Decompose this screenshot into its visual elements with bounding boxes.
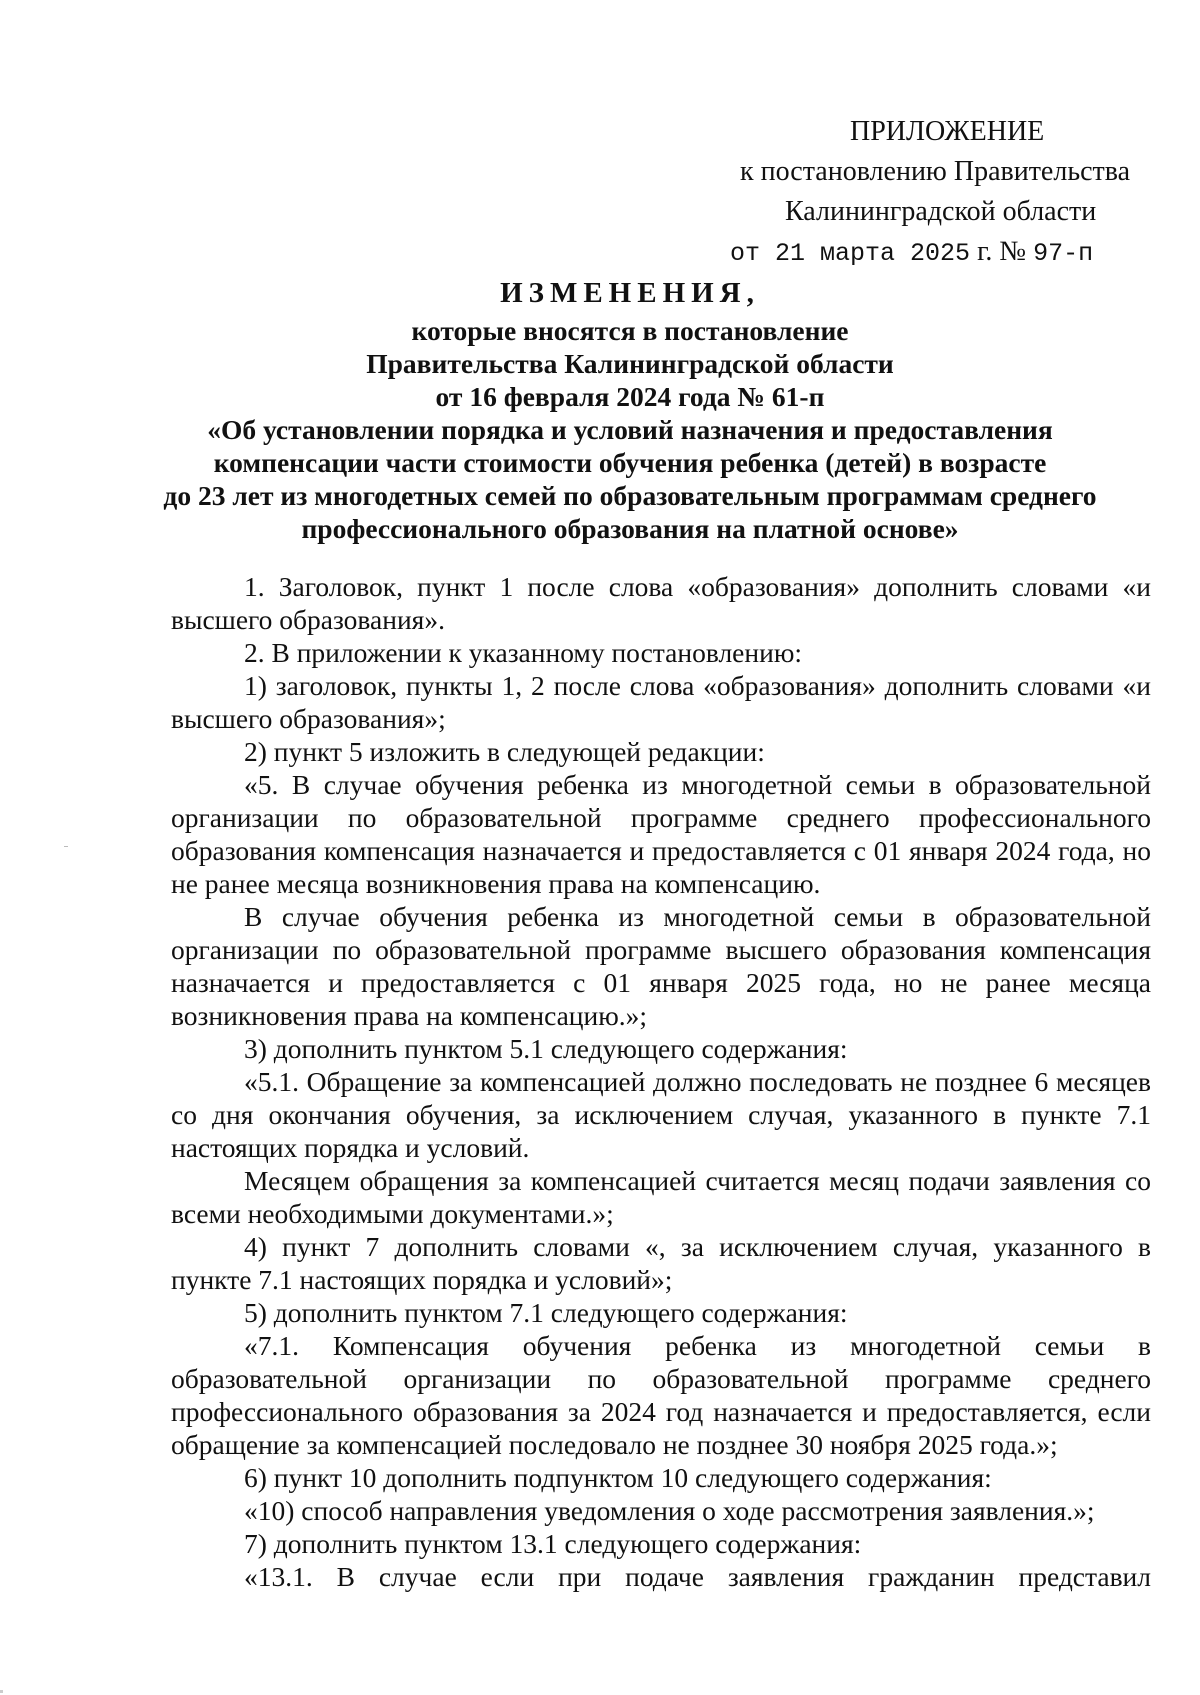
body-paragraph: 1) заголовок, пункты 1, 2 после слова «образования» дополнить словами «и высшего образования»;: [171, 670, 1151, 734]
body-paragraph: 2. В приложении к указанному постановлению:: [244, 637, 803, 668]
appendix-from: от: [730, 239, 776, 268]
appendix-line-3: [720, 232, 1160, 274]
body-paragraph: «5. В случае обучения ребенка из многодетной семьи в образовательной организации по образовательной программе среднего профессионального образования компенсация назначается и предоставляется с 01 января 2024 года, но не ранее месяца возникновения права на компенсацию.: [171, 769, 1151, 899]
appendix-block: [720, 112, 1160, 274]
appendix-number: 97-п: [1033, 239, 1094, 268]
body-paragraph: 3) дополнить пунктом 5.1 следующего содержания:: [244, 1033, 848, 1064]
heading-line: профессионального образования на платной основе»: [301, 513, 959, 544]
body-paragraph: 6) пункт 10 дополнить подпунктом 10 следующего содержания:: [244, 1462, 992, 1493]
body-paragraph: 7) дополнить пунктом 13.1 следующего содержания:: [244, 1528, 862, 1559]
body-paragraph: «10) способ направления уведомления о ходе рассмотрения заявления.»;: [244, 1495, 1095, 1526]
scan-artifact: [64, 846, 68, 847]
body-paragraph: «13.1. В случае если при подаче заявления гражданин представил: [244, 1561, 1151, 1592]
body-paragraph: В случае обучения ребенка из многодетной семьи в образовательной организации по образовательной программе высшего образования компенсация назначается и предоставляется с 01 января 2025 года, но не ранее месяца возникновения права на компенсацию.»;: [171, 901, 1151, 1031]
body-paragraph: «5.1. Обращение за компенсацией должно последовать не позднее 6 месяцев со дня окончания обучения, за исключением случая, указанного в пункте 7.1 настоящих порядка и условий.: [171, 1066, 1151, 1163]
body-paragraph: «7.1. Компенсация обучения ребенка из многодетной семьи в образовательной организации по образовательной программе среднего профессионального образования за 2024 год назначается и предоставляется, если обращение за компенсацией последовало не позднее 30 ноября 2025 года.»;: [171, 1330, 1151, 1460]
body-paragraph: 4) пункт 7 дополнить словами «, за исключением случая, указанного в пункте 7.1 настоящих порядка и условий»;: [171, 1231, 1151, 1295]
body-paragraph: 1. Заголовок, пункт 1 после слова «образования» дополнить словами «и высшего образования».: [171, 571, 1151, 635]
heading-line: компенсации части стоимости обучения ребенка (детей) в возрасте: [213, 447, 1047, 478]
appendix-line-1: к постановлению Правительства: [740, 156, 1131, 187]
scan-artifact: [0, 1690, 3, 1693]
appendix-number-label: г. №: [970, 236, 1034, 267]
document-body: [171, 570, 1151, 1593]
heading-line: до 23 лет из многодетных семей по образовательным программам среднего: [163, 480, 1097, 511]
appendix-line-2: Калининградской области: [785, 196, 1097, 227]
body-paragraph: 2) пункт 5 изложить в следующей редакции:: [244, 736, 765, 767]
document-heading: [150, 277, 1110, 545]
heading-line: от 16 февраля 2024 года № 61-п: [435, 381, 825, 412]
heading-line: «Об установлении порядка и условий назначения и предоставления: [207, 414, 1053, 445]
appendix-date: 21 марта 2025: [775, 239, 971, 268]
heading-line: которые вносятся в постановление: [411, 315, 849, 346]
body-paragraph: 5) дополнить пунктом 7.1 следующего содержания:: [244, 1297, 848, 1328]
body-paragraph: Месяцем обращения за компенсацией считается месяц подачи заявления со всеми необходимыми документами.»;: [171, 1165, 1151, 1229]
heading-line: Правительства Калининградской области: [366, 348, 894, 379]
appendix-title: ПРИЛОЖЕНИЕ: [850, 116, 1045, 147]
heading-title: ИЗМЕНЕНИЯ,: [500, 277, 760, 309]
